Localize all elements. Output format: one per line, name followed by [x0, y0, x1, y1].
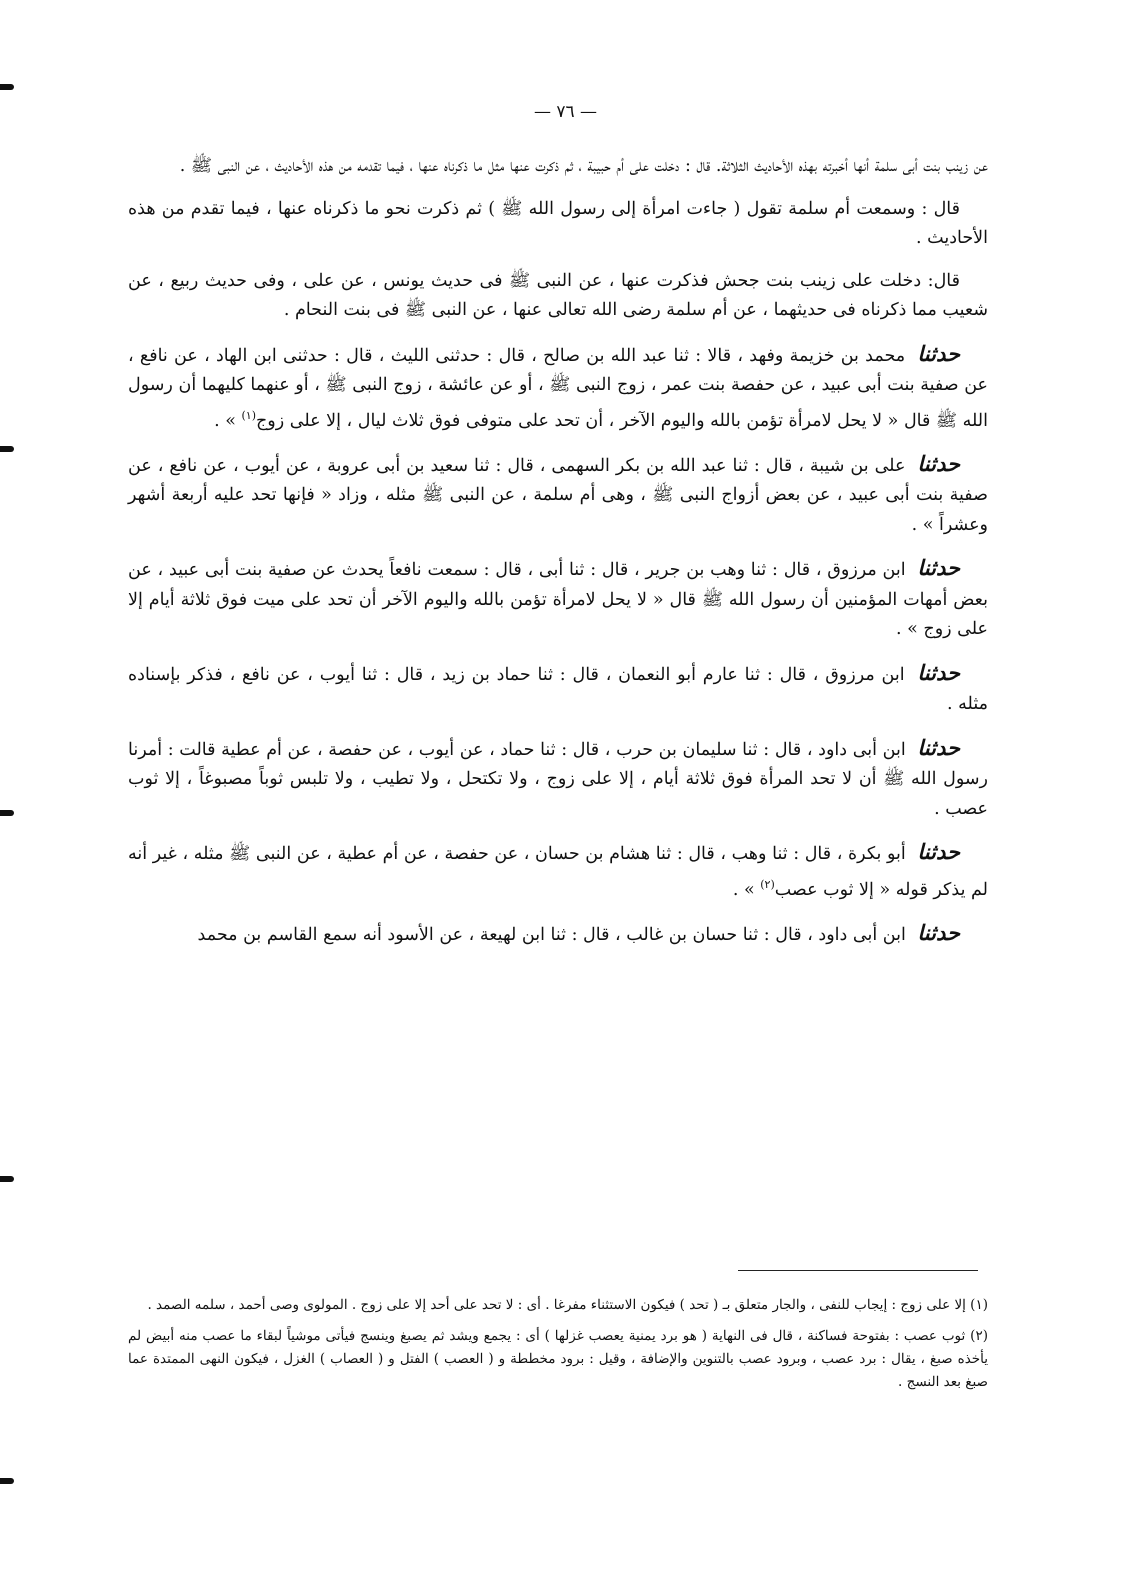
- footnote-ref: (١): [241, 408, 256, 422]
- page-number: — ٧٦ —: [533, 102, 598, 122]
- haddathana-heading: حدثنا: [917, 839, 960, 865]
- paragraph: [128, 152, 988, 182]
- paragraph-text: محمد بن خزيمة وفهد ، قالا : ثنا عبد الله بن صالح ، قال : حدثنى الليث ، قال : حدثنى ابن الهاد ، عن نافع ، عن صفية بنت أبى عبيد ، عن حفصة بنت عمر ، زوج النبى ﷺ ، أو عن عائشة ، زوج النبى ﷺ ، أو عنهما كليهما أن رسول الله ﷺ قال « لا يحل لامرأة تؤمن بالله واليوم الآخر ، أن تحد على متوفى فوق ثلاث ليال ، إلا على زوج: [128, 345, 988, 431]
- paragraph-text: قال: دخلت على زينب بنت جحش فذكرت عنها ، عن النبى ﷺ فى حديث يونس ، عن على ، وفى حديث ربيع ، عن شعيب مما ذكرناه فى حديثهما ، عن أم سلمة رضى الله تعالى عنها ، عن النبى ﷺ فى بنت النحام .: [128, 270, 988, 320]
- scan-edge-mark: [0, 1176, 14, 1182]
- paragraph: [128, 267, 988, 326]
- footnote: (٢) ثوب عصب : بفتوحة فساكنة ، قال فى النهاية ( هو برد يمنية يعصب غزلها ) أى : يجمع ويشد ثم يصبغ وينسج فيأتى موشياً لبقاء ما عصب منه أبيض لم يأخذه صبغ ، يقال : برد عصب ، وبرود عصب بالتنوين والإضافة ، وقيل : برود مخططة و ( العصب ) الفتل و ( العصاب ) الغزل ، فيكون النهى الممتدة عما صبغ بعد النسج .: [128, 1328, 988, 1390]
- paragraph-text: عن زينب بنت أبى سلمة أنها أخبرته بهذه الأحاديث الثلاثة. قال : دخلت على أم حبيبة ، ثم ذكرت عنها مثل ما ذكرناه عنها ، فيما تقدمه من هذه الأحاديث ، عن النبى ﷺ .: [179, 156, 988, 176]
- haddathana-heading: حدثنا: [917, 659, 960, 685]
- footnote-divider: [738, 1270, 978, 1271]
- paragraph-text: ابن مرزوق ، قال : ثنا وهب بن جرير ، قال : ثنا أبى ، قال : سمعت نافعاً يحدث عن صفية بنت أبى عبيد ، عن بعض أمهات المؤمنين أن رسول الله ﷺ قال « لا يحل لامرأة تؤمن بالله واليوم الآخر أن تحد على ميت فوق ثلاثة أيام إلا على زوج » .: [128, 560, 988, 640]
- hadith-paragraph: [128, 553, 988, 645]
- scan-edge-mark: [0, 84, 14, 90]
- paragraph-text: ابن أبى داود ، قال : ثنا حسان بن غالب ، قال : ثنا ابن لهيعة ، عن الأسود أنه سمع القاسم بن محمد: [197, 925, 906, 946]
- hadith-paragraph: [128, 733, 988, 825]
- scan-edge-mark: [0, 810, 14, 816]
- scan-edge-mark: [0, 1478, 14, 1484]
- paragraph-text: على بن شيبة ، قال : ثنا عبد الله بن بكر السهمى ، قال : ثنا سعيد بن أبى عروبة ، عن أيوب ، عن نافع ، عن صفية بنت أبى عبيد ، عن بعض أزواج النبى ﷺ ، وهى أم سلمة ، عن النبى ﷺ مثله ، وزاد « فإنها تحد عليه أربعة أشهر وعشراً » .: [128, 455, 988, 535]
- hadith-paragraph: [128, 837, 988, 905]
- hadith-paragraph: [128, 918, 988, 951]
- haddathana-heading: حدثنا: [917, 340, 960, 366]
- footnote-ref: (٢): [760, 877, 775, 891]
- haddathana-heading: حدثنا: [917, 555, 960, 581]
- haddathana-heading: حدثنا: [917, 450, 960, 476]
- paragraph-tail: » .: [732, 879, 761, 900]
- hadith-paragraph: [128, 658, 988, 720]
- paragraph-tail: » .: [214, 410, 242, 431]
- footnote: (١) إلا على زوج : إيجاب للنفى ، والجار متعلق بـ ( تحد ) فيكون الاستثناء مفرغا . أى : لا تحد على أحد إلا على زوج . المولوى وصى أحمد ، سلمه الصمد .: [147, 1297, 988, 1313]
- paragraph-text: ابن أبى داود ، قال : ثنا سليمان بن حرب ، قال : ثنا حماد ، عن أيوب ، عن حفصة ، عن أم عطية قالت : أمرنا رسول الله ﷺ أن لا تحد المرأة فوق ثلاثة أيام ، إلا على زوج ، ولا تكتحل ، ولا تطيب ، ولا تلبس ثوباً مصبوغاً ، إلا ثوب عصب .: [128, 739, 988, 819]
- main-text: [128, 152, 988, 964]
- paragraph-text: أبو بكرة ، قال : ثنا وهب ، قال : ثنا هشام بن حسان ، عن حفصة ، عن أم عطية ، عن النبى ﷺ مثله ، غير أنه لم يذكر قوله « إلا ثوب عصب: [128, 844, 988, 900]
- haddathana-heading: حدثنا: [917, 920, 960, 946]
- haddathana-heading: حدثنا: [917, 734, 960, 760]
- footnotes: [128, 1294, 988, 1402]
- paragraph-text: ابن مرزوق ، قال : ثنا عارم أبو النعمان ، قال : ثنا حماد بن زيد ، قال : ثنا أيوب ، عن نافع ، فذكر بإسناده مثله .: [128, 664, 988, 715]
- hadith-paragraph: [128, 449, 988, 541]
- paragraph: [128, 195, 988, 254]
- paragraph-text: قال : وسمعت أم سلمة تقول ( جاءت امرأة إلى رسول الله ﷺ ) ثم ذكرت نحو ما ذكرناه عنها ، فيما تقدم من هذه الأحاديث .: [128, 198, 988, 248]
- hadith-paragraph: [128, 339, 988, 436]
- scan-edge-mark: [0, 446, 14, 452]
